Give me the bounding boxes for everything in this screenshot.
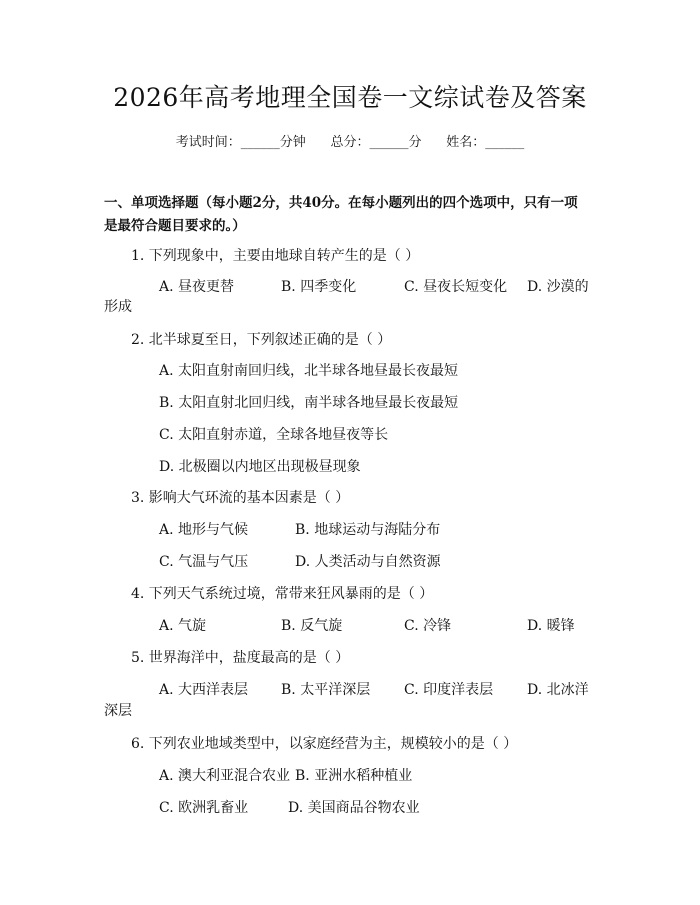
question-1-option-d-wrap: 形成 bbox=[104, 299, 132, 315]
question-3-option-a: A. 地形与气候 bbox=[159, 522, 249, 538]
question-6-stem: 6. 下列农业地域类型中，以家庭经营为主，规模较小的是（ ） bbox=[131, 736, 518, 752]
question-4-option-d: D. 暖锋 bbox=[527, 618, 575, 634]
question-3-stem: 3. 影响大气环流的基本因素是（ ） bbox=[131, 490, 350, 506]
question-4-option-b: B. 反气旋 bbox=[281, 618, 343, 634]
question-5-stem: 5. 世界海洋中，盐度最高的是（ ） bbox=[131, 650, 350, 666]
question-1-stem: 1. 下列现象中，主要由地球自转产生的是（ ） bbox=[131, 248, 420, 264]
question-1-option-c: C. 昼夜长短变化 bbox=[404, 279, 508, 295]
question-3-option-c: C. 气温与气压 bbox=[159, 554, 249, 570]
question-5-option-c: C. 印度洋表层 bbox=[404, 682, 494, 698]
question-6-option-c: C. 欧洲乳畜业 bbox=[159, 800, 249, 816]
question-1-option-b: B. 四季变化 bbox=[281, 279, 357, 295]
question-5-option-a: A. 大西洋表层 bbox=[159, 682, 249, 698]
question-5-option-d: D. 北冰洋 bbox=[527, 682, 589, 698]
question-2-option-b: B. 太阳直射北回归线，南半球各地昼最长夜最短 bbox=[159, 395, 459, 411]
question-1-option-a: A. 昼夜更替 bbox=[159, 279, 235, 295]
question-6-option-d: D. 美国商品谷物农业 bbox=[288, 800, 420, 816]
question-4-stem: 4. 下列天气系统过境，常带来狂风暴雨的是（ ） bbox=[131, 586, 434, 602]
question-2-stem: 2. 北半球夏至日，下列叙述正确的是（ ） bbox=[131, 332, 392, 348]
question-5-option-d-wrap: 深层 bbox=[104, 703, 132, 719]
question-2-option-d: D. 北极圈以内地区出现极昼现象 bbox=[159, 459, 361, 475]
question-3-option-d: D. 人类活动与自然资源 bbox=[295, 554, 441, 570]
section-heading-line-2: 是最符合题目要求的。） bbox=[104, 218, 246, 234]
section-heading-line-1: 一、单项选择题（每小题2分，共40分。在每小题列出的四个选项中，只有一项 bbox=[104, 195, 578, 211]
page-title: 2026年高考地理全国卷一文综试卷及答案 bbox=[113, 83, 587, 112]
exam-meta-info: 考试时间：______分钟 总分：______分 姓名：______ bbox=[175, 135, 525, 150]
question-3-option-b: B. 地球运动与海陆分布 bbox=[295, 522, 441, 538]
question-4-option-a: A. 气旋 bbox=[159, 618, 207, 634]
question-2-option-a: A. 太阳直射南回归线，北半球各地昼最长夜最短 bbox=[159, 363, 459, 379]
question-6-option-a: A. 澳大利亚混合农业 bbox=[159, 768, 291, 784]
question-6-option-b: B. 亚洲水稻种植业 bbox=[295, 768, 413, 784]
question-2-option-c: C. 太阳直射赤道，全球各地昼夜等长 bbox=[159, 427, 389, 443]
question-1-option-d: D. 沙漠的 bbox=[527, 279, 589, 295]
question-4-option-c: C. 冷锋 bbox=[404, 618, 452, 634]
question-5-option-b: B. 太平洋深层 bbox=[281, 682, 371, 698]
